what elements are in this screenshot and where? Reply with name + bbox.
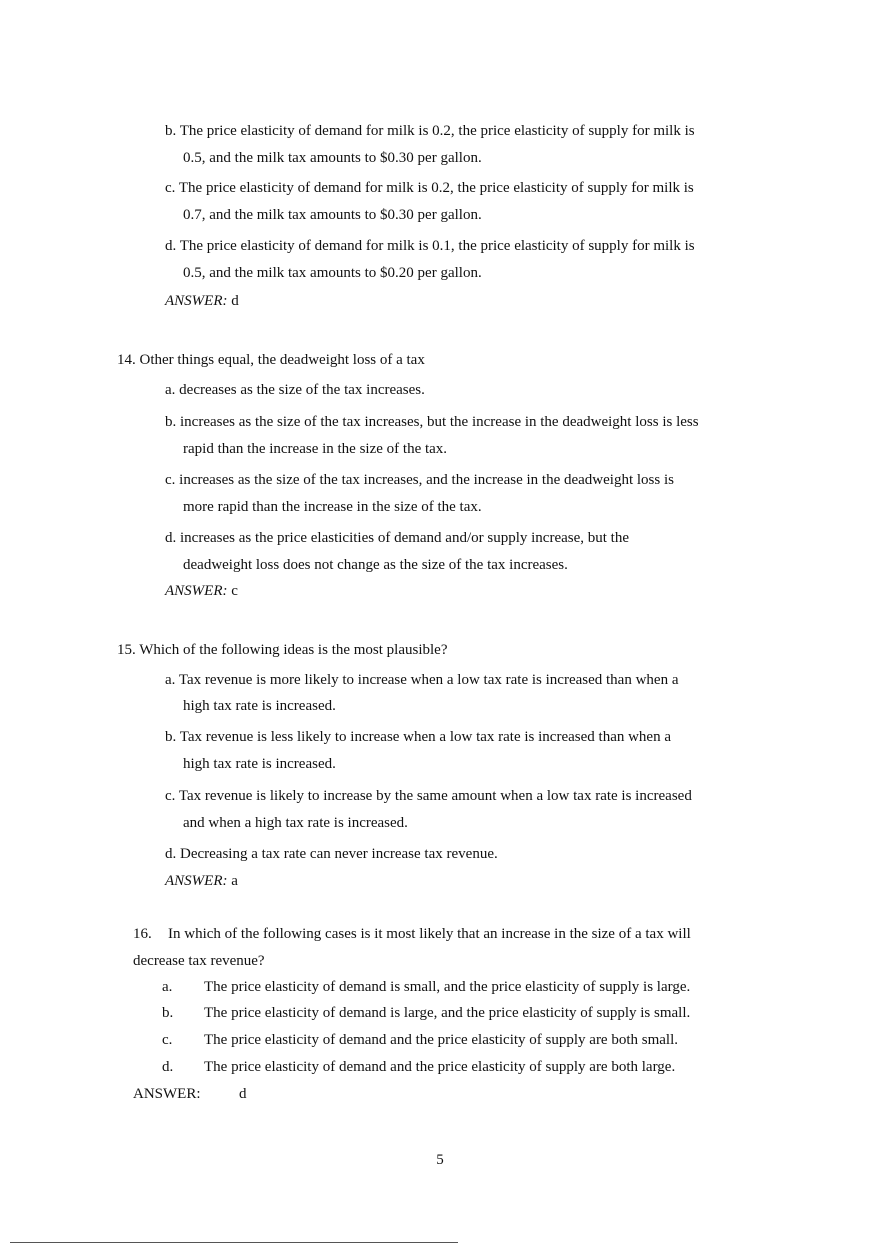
q16-number: 16.: [133, 926, 152, 942]
q15-answer-value: a: [231, 873, 238, 889]
q14-option-d-line1: d. increases as the price elasticities of demand and/or supply increase, but the: [165, 530, 630, 546]
q15-stem: 15. Which of the following ideas is the most plausible?: [117, 642, 448, 658]
q13-option-b-line2: 0.5, and the milk tax amounts to $0.30 per gallon.: [183, 150, 482, 166]
q15-option-a-line2: high tax rate is increased.: [183, 698, 336, 714]
q16-option-c-text: The price elasticity of demand and the price elasticity of supply are both small.: [204, 1032, 679, 1048]
q14-option-c-line2: more rapid than the increase in the size of the tax.: [183, 499, 482, 515]
q16-stem-line1: In which of the following cases is it most likely that an increase in the size of a tax will: [168, 926, 691, 942]
q16-stem-line2: decrease tax revenue?: [133, 953, 265, 969]
q16-answer-value: d: [239, 1086, 247, 1102]
page-number: 5: [436, 1152, 444, 1168]
q15-option-c-line1: c. Tax revenue is likely to increase by the same amount when a low tax rate is increased: [165, 788, 692, 804]
q13-option-c-line2: 0.7, and the milk tax amounts to $0.30 per gallon.: [183, 207, 482, 223]
q14-answer-label: ANSWER:: [165, 583, 228, 599]
q14-stem: 14. Other things equal, the deadweight loss of a tax: [117, 352, 425, 368]
q16-option-a-letter: a.: [162, 979, 173, 995]
q16-option-c-letter: c.: [162, 1032, 173, 1048]
q16-answer-label: ANSWER:: [133, 1086, 201, 1102]
q14-option-c-line1: c. increases as the size of the tax increases, and the increase in the deadweight loss is: [165, 472, 674, 488]
q13-option-d-line2: 0.5, and the milk tax amounts to $0.20 per gallon.: [183, 265, 482, 281]
q15-option-b-line1: b. Tax revenue is less likely to increase when a low tax rate is increased than when a: [165, 729, 671, 745]
q16-option-d-text: The price elasticity of demand and the price elasticity of supply are both large.: [204, 1059, 676, 1075]
footer-divider: [10, 1242, 458, 1243]
q14-option-b-line1: b. increases as the size of the tax increases, but the increase in the deadweight loss is less: [165, 414, 699, 430]
q15-answer: [165, 872, 238, 890]
q15-option-c-line2: and when a high tax rate is increased.: [183, 815, 408, 831]
q16-option-b-text: The price elasticity of demand is large, and the price elasticity of supply is small.: [204, 1005, 691, 1021]
q15-option-b-line2: high tax rate is increased.: [183, 756, 336, 772]
q13-answer-label: ANSWER:: [165, 293, 228, 309]
q15-answer-label: ANSWER:: [165, 873, 228, 889]
q13-option-d-line1: d. The price elasticity of demand for milk is 0.1, the price elasticity of supply for milk is: [165, 238, 695, 254]
q13-answer: [165, 292, 239, 310]
q13-answer-value: d: [231, 293, 239, 309]
q16-option-a-text: The price elasticity of demand is small, and the price elasticity of supply is large.: [204, 979, 691, 995]
q13-option-c-line1: c. The price elasticity of demand for milk is 0.2, the price elasticity of supply for milk is: [165, 180, 694, 196]
q14-option-b-line2: rapid than the increase in the size of the tax.: [183, 441, 448, 457]
q14-answer: [165, 582, 238, 600]
q14-option-a: a. decreases as the size of the tax increases.: [165, 382, 425, 398]
q13-option-b-line1: b. The price elasticity of demand for milk is 0.2, the price elasticity of supply for milk is: [165, 123, 695, 139]
q15-option-d: d. Decreasing a tax rate can never increase tax revenue.: [165, 846, 498, 862]
q16-option-b-letter: b.: [162, 1005, 174, 1021]
q14-answer-value: c: [231, 583, 238, 599]
q14-option-d-line2: deadweight loss does not change as the size of the tax increases.: [183, 557, 568, 573]
q16-option-d-letter: d.: [162, 1059, 174, 1075]
q15-option-a-line1: a. Tax revenue is more likely to increase when a low tax rate is increased than when a: [165, 672, 679, 688]
